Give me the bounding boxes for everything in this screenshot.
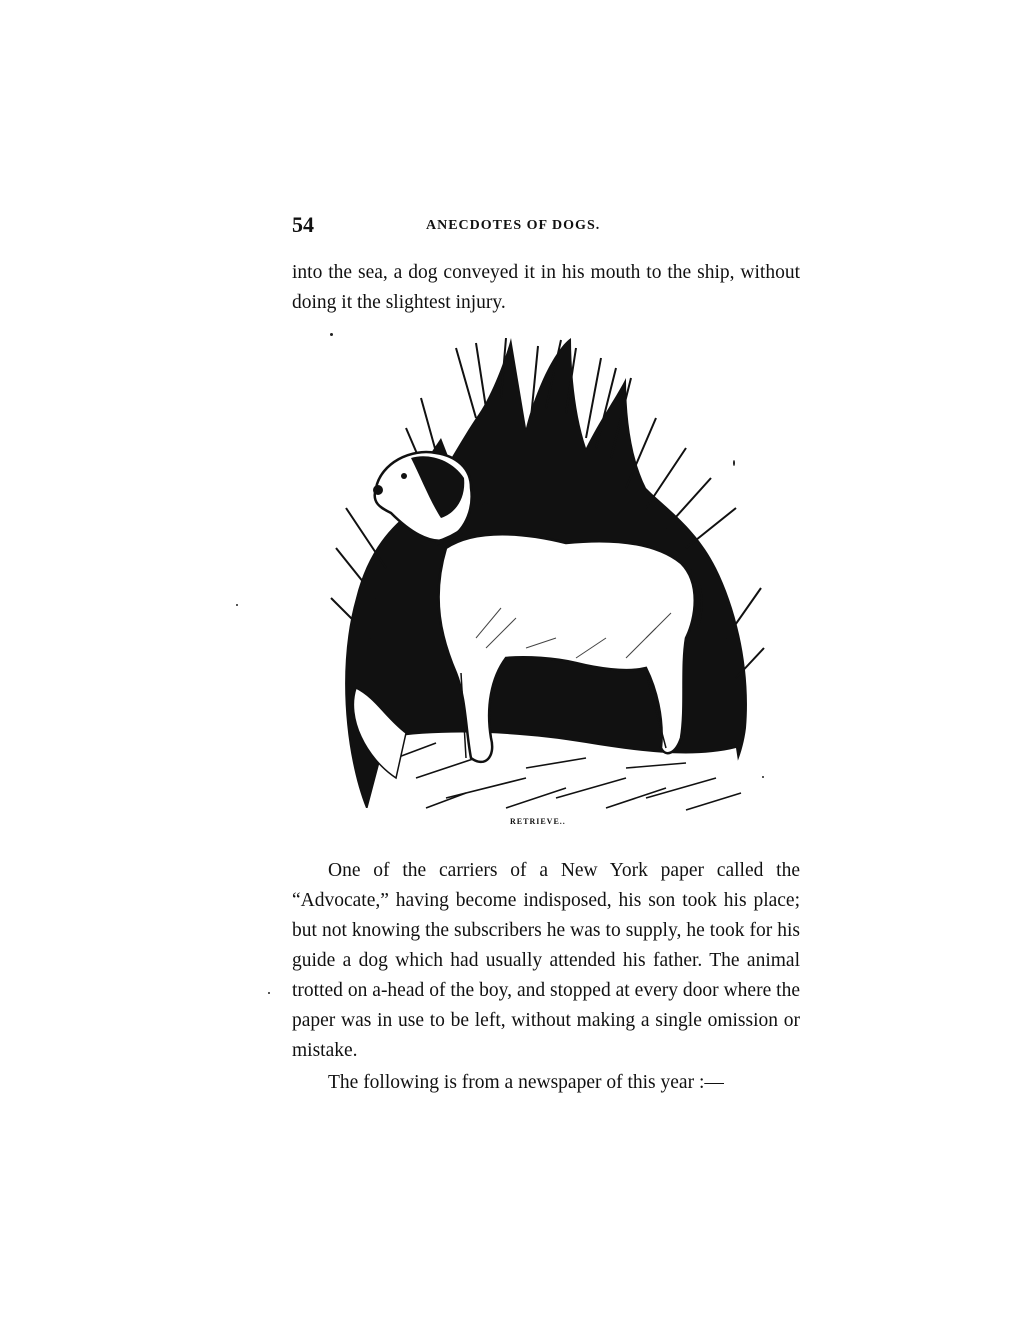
retriever-illustration [326,338,766,814]
continued-paragraph [292,258,800,318]
scan-speck [762,776,764,778]
page-number: 54 [292,212,314,237]
continued-text: into the sea, a dog conveyed it in his mouth to the ship, without doing it the slightest injury. [292,262,800,313]
paragraph-following: The following is from a newspaper of this year :— [328,1072,724,1093]
scan-speck [733,460,735,466]
running-head: ANECDOTES OF DOGS. [426,218,601,233]
scan-speck [268,992,270,994]
scan-speck [236,604,238,606]
illustration-caption: RETRIEVE.. [510,817,566,826]
body-paragraphs [292,856,800,1098]
paragraph-carrier: One of the carriers of a New York paper called the “Advocate,” having become indisposed, his son took his place; but not knowing the subscribers he was to supply, he took for his guide a dog which had usually attended his father. The animal trotted on a-head of the boy, and stopped at every door where the paper was in use to be left, without making a single omission or mistake. [292,860,800,1061]
scan-speck [330,333,333,336]
